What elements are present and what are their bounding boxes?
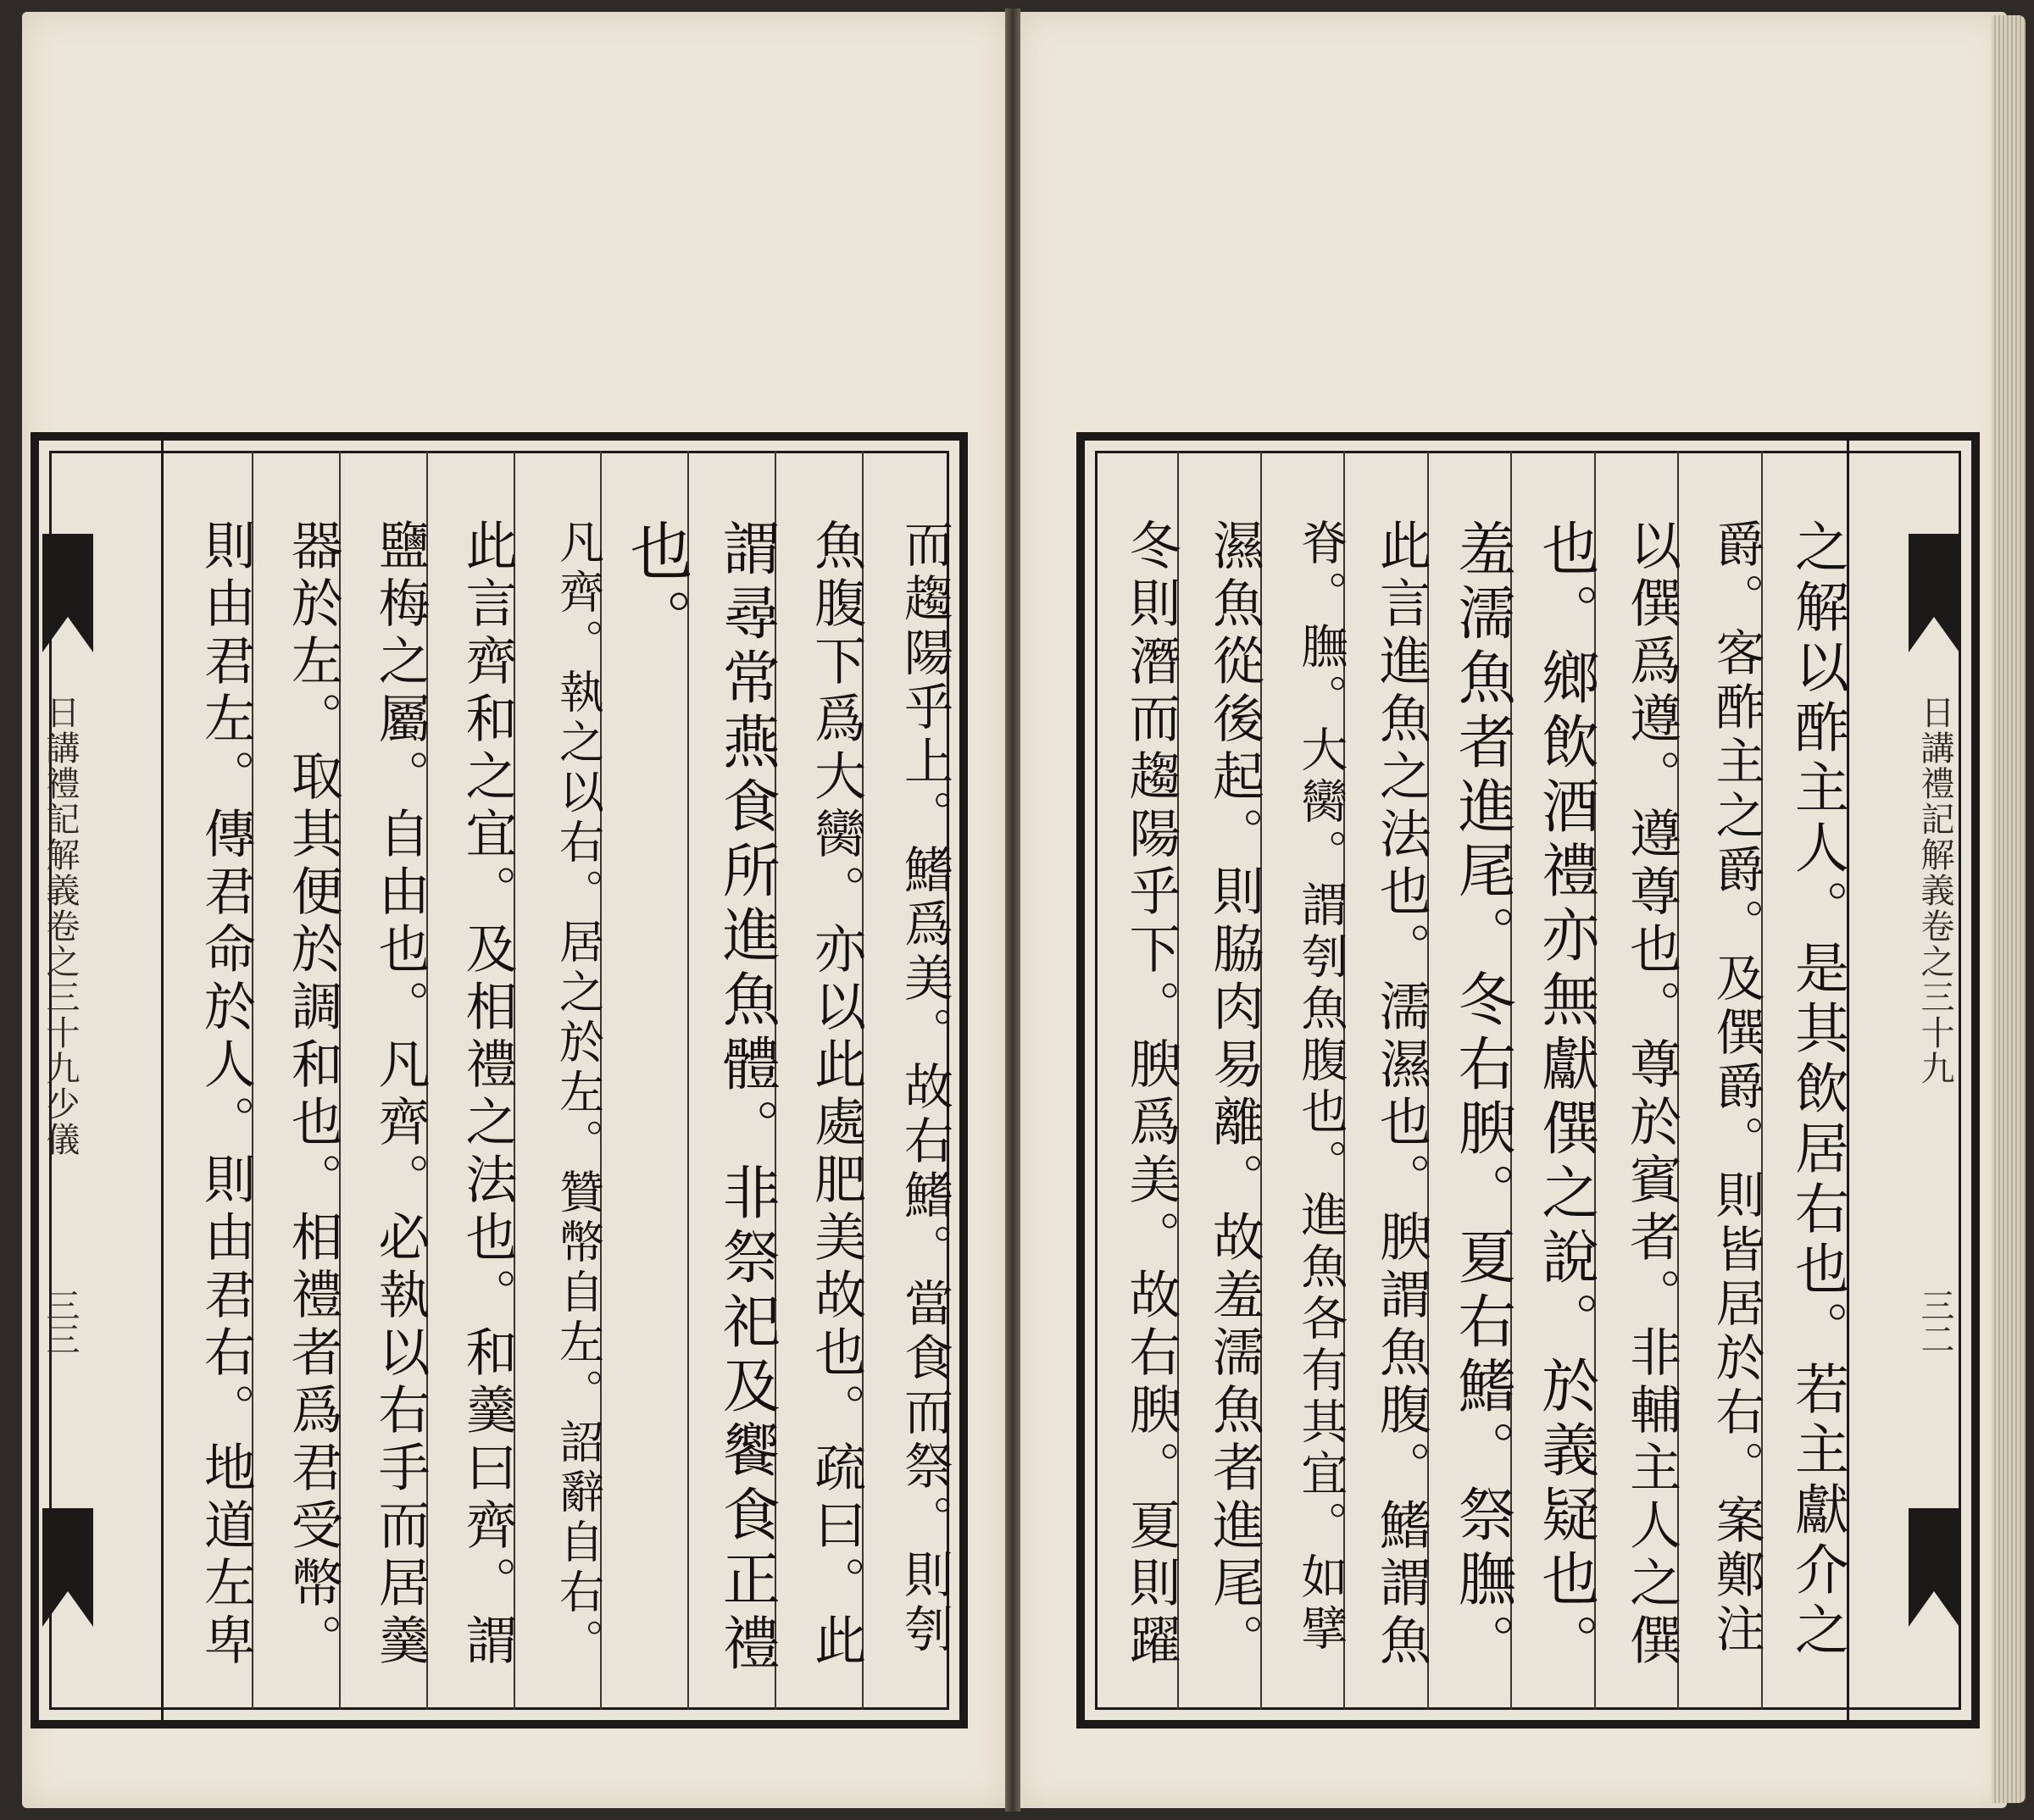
text-column (514, 451, 604, 1710)
text-column (775, 451, 867, 1710)
column-text: 此言齊和之宜。及相禮之法也。和羹曰齊。謂 (457, 519, 518, 1671)
book-gutter (1005, 8, 1020, 1812)
text-column (862, 451, 953, 1710)
column-text: 也。鄉飲酒禮亦無獻僎之說。於義疑也。 (1531, 519, 1599, 1678)
fishtail-mark-lower (1909, 1508, 1959, 1627)
text-column (1177, 451, 1264, 1710)
left-banxin-page-number: 三三 (41, 1288, 80, 1356)
right-print-frame (1076, 432, 1980, 1728)
left-banxin-title: 日講禮記解義卷之三十九少儀 (41, 695, 80, 1157)
column-text: 而趨陽乎上。鰭爲美。故右鰭。當食而祭。則刳 (896, 519, 953, 1657)
text-column (1677, 451, 1765, 1710)
text-column (339, 451, 431, 1710)
right-banxin-title: 日講禮記解義卷之三十九 (1915, 695, 1954, 1086)
left-banxin-column (34, 441, 164, 1720)
column-text: 之解以酢主人。是其飲居右也。若主獻介之 (1786, 519, 1848, 1662)
column-text: 鹽梅之屬。自由也。凡齊。必執以右手而居羹 (370, 519, 431, 1671)
column-text: 脊。膴。大臠。謂刳魚腹也。進魚各有其宜。如擘 (1293, 519, 1348, 1656)
text-column (1343, 451, 1431, 1710)
text-column (687, 451, 781, 1710)
column-text: 羞濡魚者進尾。冬右腴。夏右鰭。祭膴。 (1448, 519, 1516, 1678)
left-print-frame (31, 432, 968, 1728)
left-text-columns (166, 451, 953, 1710)
text-column (1594, 451, 1682, 1710)
right-text-columns (1095, 451, 1848, 1710)
page-edge-strips (1992, 15, 2026, 1803)
fishtail-mark-lower (42, 1508, 93, 1627)
column-text: 則由君左。傳君命於人。則由君右。地道左卑 (195, 519, 256, 1671)
text-column (1510, 451, 1599, 1710)
column-text: 爵。客酢主之爵。及僎爵。則皆居於右。案鄭注 (1707, 519, 1765, 1657)
column-text: 冬則潛而趨陽乎下。腴爲美。故右腴。夏則躍 (1120, 519, 1181, 1671)
fishtail-mark-upper (42, 534, 93, 652)
text-column (1095, 451, 1181, 1710)
column-text: 器於左。取其便於調和也。相禮者爲君受幣。 (282, 519, 343, 1671)
column-text: 也。 (620, 519, 693, 658)
column-text: 魚腹下爲大臠。亦以此處肥美故也。疏曰。此 (806, 519, 867, 1671)
text-column (166, 451, 256, 1710)
column-text: 濕魚從後起。則脇肉易離。故羞濡魚者進尾。 (1203, 519, 1264, 1671)
column-text: 凡齊。執之以右。居之於左。贊幣自左。詔辭自右。 (552, 519, 604, 1668)
fishtail-mark-upper (1909, 534, 1959, 652)
text-column (426, 451, 518, 1710)
text-column (1761, 451, 1848, 1710)
text-column (1260, 451, 1348, 1710)
column-text: 謂尋常燕食所進魚體。非祭祀及饗食正禮 (713, 519, 781, 1678)
column-text: 此言進魚之法也。濡濕也。腴謂魚腹。鰭謂魚 (1370, 519, 1431, 1671)
column-text: 以僎爲遵。遵尊也。尊於賓者。非輔主人之僎 (1621, 519, 1682, 1671)
text-column (252, 451, 343, 1710)
right-banxin-column (1847, 441, 1976, 1720)
right-banxin-page-number: 三二 (1915, 1288, 1954, 1356)
text-column (600, 451, 693, 1710)
text-column (1427, 451, 1516, 1710)
